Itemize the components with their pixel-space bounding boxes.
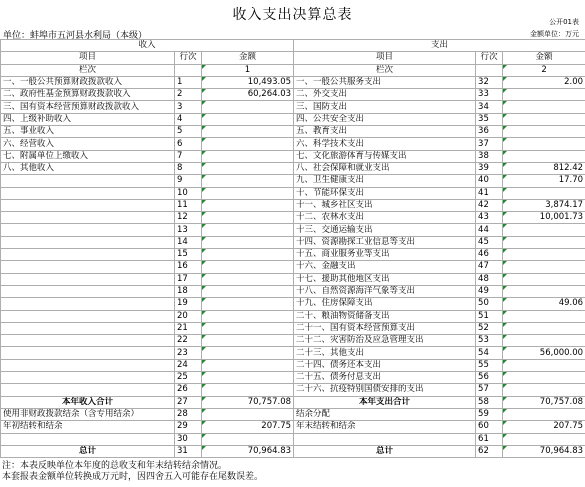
- income-amount-cell: [202, 249, 294, 261]
- income-amount-cell: [202, 126, 294, 138]
- expense-item-cell: 五、教育支出: [294, 126, 476, 138]
- expense-line-cell: 34: [476, 101, 503, 113]
- table-row: [1, 285, 585, 297]
- expense-line-cell: 44: [476, 224, 503, 236]
- expense-amount-header: 金额: [503, 52, 585, 64]
- expense-line-cell: 39: [476, 162, 503, 174]
- expense-line-cell: 56: [476, 372, 503, 384]
- table-row: [1, 396, 585, 408]
- income-amount-cell: [202, 273, 294, 285]
- income-item-cell: 四、上级补助收入: [1, 113, 175, 125]
- expense-item-cell: [294, 433, 476, 445]
- expense-amount-cell: [503, 408, 585, 420]
- table-row: [1, 187, 585, 199]
- expense-line-cell: 43: [476, 212, 503, 224]
- income-item-cell: [1, 384, 175, 396]
- table-row: [1, 347, 585, 359]
- expense-lanci-label: 栏次: [294, 64, 476, 76]
- income-amount-cell: 70,757.08: [202, 396, 294, 408]
- income-item-cell: [1, 212, 175, 224]
- expense-amount-cell: 207.75: [503, 421, 585, 433]
- table-row: [1, 199, 585, 211]
- expense-item-cell: 九、卫生健康支出: [294, 175, 476, 187]
- table-row: [1, 113, 585, 125]
- income-line-cell: 19: [175, 298, 202, 310]
- expense-line-cell: 32: [476, 76, 503, 88]
- expense-amount-cell: [503, 273, 585, 285]
- expense-amount-cell: [503, 236, 585, 248]
- income-amount-cell: [202, 384, 294, 396]
- income-line-cell: 7: [175, 150, 202, 162]
- expense-item-cell: 本年支出合计: [294, 396, 476, 408]
- expense-item-cell: 十五、商业服务业等支出: [294, 249, 476, 261]
- income-line-cell: 26: [175, 384, 202, 396]
- income-item-cell: [1, 261, 175, 273]
- expense-amount-cell: [503, 310, 585, 322]
- expense-item-cell: 二十四、债务还本支出: [294, 359, 476, 371]
- income-line-cell: 20: [175, 310, 202, 322]
- expense-section-header: 支出: [294, 40, 585, 52]
- expense-amount-cell: [503, 150, 585, 162]
- income-line-cell: 1: [175, 76, 202, 88]
- expense-amount-cell: 56,000.00: [503, 347, 585, 359]
- income-item-cell: 本年收入合计: [1, 396, 175, 408]
- income-line-cell: 10: [175, 187, 202, 199]
- footnote-2: 本套报表金额单位转换成万元时，因四舍五入可能存在尾数误差。: [2, 472, 264, 482]
- table-row: [1, 298, 585, 310]
- expense-item-cell: 十七、援助其他地区支出: [294, 273, 476, 285]
- income-amount-cell: [202, 261, 294, 273]
- income-line-cell: 5: [175, 126, 202, 138]
- table-row: [1, 273, 585, 285]
- income-amount-cell: [202, 187, 294, 199]
- income-item-cell: 二、政府性基金预算财政拨款收入: [1, 89, 175, 101]
- expense-line-cell: 49: [476, 285, 503, 297]
- income-item-cell: [1, 359, 175, 371]
- table-row: [1, 236, 585, 248]
- expense-amount-cell: [503, 322, 585, 334]
- income-line-cell: 2: [175, 89, 202, 101]
- income-item-cell: [1, 249, 175, 261]
- table-row: [1, 372, 585, 384]
- section-header-row: [1, 40, 585, 52]
- income-item-cell: 五、事业收入: [1, 126, 175, 138]
- expense-line-cell: 62: [476, 445, 503, 457]
- income-line-cell: 18: [175, 285, 202, 297]
- table-row: [1, 89, 585, 101]
- income-line-cell: 24: [175, 359, 202, 371]
- income-line-cell: 27: [175, 396, 202, 408]
- expense-line-cell: 61: [476, 433, 503, 445]
- expense-amount-cell: [503, 433, 585, 445]
- expense-amount-cell: [503, 126, 585, 138]
- income-amount-cell: [202, 322, 294, 334]
- income-expense-table: [0, 39, 585, 458]
- expense-line-cell: 50: [476, 298, 503, 310]
- expense-amount-cell: 10,001.73: [503, 212, 585, 224]
- column-header-row: [1, 52, 585, 64]
- income-item-cell: [1, 224, 175, 236]
- income-line-cell: 15: [175, 249, 202, 261]
- expense-amount-cell: 812.42: [503, 162, 585, 174]
- expense-amount-cell: 70,757.08: [503, 396, 585, 408]
- expense-line-cell: 37: [476, 138, 503, 150]
- table-row: [1, 162, 585, 174]
- income-amount-cell: [202, 372, 294, 384]
- income-line-cell: 12: [175, 212, 202, 224]
- expense-item-cell: 二十二、灾害防治及应急管理支出: [294, 335, 476, 347]
- income-amount-cell: [202, 162, 294, 174]
- income-item-header: 项目: [1, 52, 175, 64]
- income-line-cell: 13: [175, 224, 202, 236]
- income-item-cell: 三、国有资本经营预算财政拨款收入: [1, 101, 175, 113]
- expense-amount-cell: [503, 261, 585, 273]
- table-row: [1, 433, 585, 445]
- table-row: [1, 310, 585, 322]
- expense-line-cell: 53: [476, 335, 503, 347]
- income-amount-cell: [202, 285, 294, 297]
- expense-item-cell: 十一、城乡社区支出: [294, 199, 476, 211]
- income-item-cell: 使用非财政拨款结余（含专用结余）: [1, 408, 175, 420]
- table-row: [1, 445, 585, 457]
- income-line-cell: 25: [175, 372, 202, 384]
- expense-item-cell: 二十一、国有资本经营预算支出: [294, 322, 476, 334]
- table-row: [1, 212, 585, 224]
- expense-amount-cell: 70,964.83: [503, 445, 585, 457]
- income-amount-cell: [202, 224, 294, 236]
- form-code: 公开01表: [549, 18, 579, 26]
- income-line-cell: 8: [175, 162, 202, 174]
- income-lanci-label: 栏次: [1, 64, 175, 76]
- expense-item-cell: 二十五、债务付息支出: [294, 372, 476, 384]
- income-section-header: 收入: [1, 40, 294, 52]
- income-amount-cell: [202, 150, 294, 162]
- income-line-cell: 23: [175, 347, 202, 359]
- income-line-cell: 29: [175, 421, 202, 433]
- expense-item-cell: 一、一般公共服务支出: [294, 76, 476, 88]
- table-row: [1, 408, 585, 420]
- report-title: 收入支出决算总表: [232, 7, 353, 23]
- footnotes: [2, 461, 263, 483]
- expense-amount-cell: [503, 249, 585, 261]
- income-item-cell: [1, 199, 175, 211]
- income-item-cell: [1, 175, 175, 187]
- table-row: [1, 175, 585, 187]
- expense-amount-cell: [503, 285, 585, 297]
- table-row: [1, 150, 585, 162]
- expense-amount-cell: 3,874.17: [503, 199, 585, 211]
- expense-line-cell: 35: [476, 113, 503, 125]
- expense-item-cell: 十二、农林水支出: [294, 212, 476, 224]
- expense-amount-cell: [503, 384, 585, 396]
- income-line-cell: 4: [175, 113, 202, 125]
- expense-amount-cell: [503, 113, 585, 125]
- expense-line-cell: 40: [476, 175, 503, 187]
- income-line-header: 行次: [175, 52, 202, 64]
- expense-line-cell: 46: [476, 249, 503, 261]
- income-item-cell: 一、一般公共预算财政拨款收入: [1, 76, 175, 88]
- income-amount-cell: [202, 138, 294, 150]
- expense-line-cell: 45: [476, 236, 503, 248]
- income-amount-cell: [202, 212, 294, 224]
- expense-line-cell: 59: [476, 408, 503, 420]
- income-amount-cell: 207.75: [202, 421, 294, 433]
- expense-lanci-blank: [476, 64, 503, 76]
- footnote-1: 注：本表反映单位本年度的总收支和年末结转结余情况。: [2, 461, 228, 471]
- income-item-cell: [1, 236, 175, 248]
- income-item-cell: [1, 335, 175, 347]
- expense-col-number: 2: [503, 64, 585, 76]
- expense-item-cell: 二十、粮油物资储备支出: [294, 310, 476, 322]
- lanci-row: [1, 64, 585, 76]
- income-amount-cell: 10,493.05: [202, 76, 294, 88]
- income-line-cell: 6: [175, 138, 202, 150]
- income-line-cell: 17: [175, 273, 202, 285]
- income-amount-cell: [202, 113, 294, 125]
- expense-amount-cell: 49.06: [503, 298, 585, 310]
- income-amount-cell: [202, 433, 294, 445]
- income-line-cell: 30: [175, 433, 202, 445]
- income-line-cell: 28: [175, 408, 202, 420]
- income-lanci-blank: [175, 64, 202, 76]
- expense-amount-cell: [503, 335, 585, 347]
- expense-item-cell: 十四、资源勘探工业信息等支出: [294, 236, 476, 248]
- income-amount-cell: 70,964.83: [202, 445, 294, 457]
- expense-item-cell: 二十六、抗疫特别国债安排的支出: [294, 384, 476, 396]
- income-amount-cell: [202, 199, 294, 211]
- income-amount-cell: 60,264.03: [202, 89, 294, 101]
- income-item-cell: [1, 285, 175, 297]
- table-row: [1, 101, 585, 113]
- income-line-cell: 31: [175, 445, 202, 457]
- income-line-cell: 3: [175, 101, 202, 113]
- expense-item-cell: 年末结转和结余: [294, 421, 476, 433]
- expense-amount-cell: [503, 89, 585, 101]
- income-item-cell: [1, 298, 175, 310]
- expense-line-cell: 57: [476, 384, 503, 396]
- expense-item-cell: 八、社会保障和就业支出: [294, 162, 476, 174]
- income-line-cell: 14: [175, 236, 202, 248]
- income-line-cell: 16: [175, 261, 202, 273]
- expense-line-cell: 42: [476, 199, 503, 211]
- table-row: [1, 126, 585, 138]
- income-item-cell: [1, 372, 175, 384]
- income-item-cell: 七、附属单位上缴收入: [1, 150, 175, 162]
- expense-item-header: 项目: [294, 52, 476, 64]
- expense-amount-cell: [503, 224, 585, 236]
- expense-line-cell: 41: [476, 187, 503, 199]
- expense-amount-cell: [503, 187, 585, 199]
- expense-line-header: 行次: [476, 52, 503, 64]
- expense-line-cell: 60: [476, 421, 503, 433]
- table-row: [1, 359, 585, 371]
- expense-item-cell: 十九、住房保障支出: [294, 298, 476, 310]
- expense-amount-cell: [503, 138, 585, 150]
- expense-item-cell: 七、文化旅游体育与传媒支出: [294, 150, 476, 162]
- income-item-cell: [1, 322, 175, 334]
- expense-amount-cell: [503, 372, 585, 384]
- table-row: [1, 249, 585, 261]
- currency-unit: 金额单位：万元: [530, 30, 579, 38]
- income-amount-cell: [202, 408, 294, 420]
- income-item-cell: [1, 187, 175, 199]
- income-amount-cell: [202, 347, 294, 359]
- expense-item-cell: 总计: [294, 445, 476, 457]
- expense-amount-cell: [503, 101, 585, 113]
- expense-line-cell: 51: [476, 310, 503, 322]
- expense-item-cell: 三、国防支出: [294, 101, 476, 113]
- expense-line-cell: 38: [476, 150, 503, 162]
- income-amount-cell: [202, 101, 294, 113]
- expense-item-cell: 四、公共安全支出: [294, 113, 476, 125]
- expense-item-cell: 十三、交通运输支出: [294, 224, 476, 236]
- expense-amount-cell: [503, 359, 585, 371]
- expense-item-cell: 二、外交支出: [294, 89, 476, 101]
- expense-item-cell: 六、科学技术支出: [294, 138, 476, 150]
- income-amount-cell: [202, 298, 294, 310]
- expense-amount-cell: 2.00: [503, 76, 585, 88]
- table-row: [1, 384, 585, 396]
- expense-line-cell: 47: [476, 261, 503, 273]
- table-row: [1, 138, 585, 150]
- income-item-cell: [1, 347, 175, 359]
- table-row: [1, 322, 585, 334]
- income-amount-header: 金额: [202, 52, 294, 64]
- income-amount-cell: [202, 359, 294, 371]
- income-line-cell: 11: [175, 199, 202, 211]
- income-item-cell: 八、其他收入: [1, 162, 175, 174]
- reporting-unit: 单位：蚌埠市五河县水利局（本级）: [3, 31, 148, 41]
- expense-item-cell: 十、节能环保支出: [294, 187, 476, 199]
- income-line-cell: 9: [175, 175, 202, 187]
- table-row: [1, 224, 585, 236]
- expense-item-cell: 十六、金融支出: [294, 261, 476, 273]
- table-row: [1, 76, 585, 88]
- income-amount-cell: [202, 310, 294, 322]
- income-amount-cell: [202, 175, 294, 187]
- income-line-cell: 22: [175, 335, 202, 347]
- table-row: [1, 421, 585, 433]
- expense-item-cell: 二十三、其他支出: [294, 347, 476, 359]
- expense-line-cell: 33: [476, 89, 503, 101]
- expense-line-cell: 48: [476, 273, 503, 285]
- income-item-cell: 年初结转和结余: [1, 421, 175, 433]
- income-item-cell: 六、经营收入: [1, 138, 175, 150]
- expense-line-cell: 58: [476, 396, 503, 408]
- income-item-cell: [1, 273, 175, 285]
- expense-amount-cell: 17.70: [503, 175, 585, 187]
- expense-item-cell: 结余分配: [294, 408, 476, 420]
- expense-line-cell: 54: [476, 347, 503, 359]
- expense-line-cell: 52: [476, 322, 503, 334]
- income-item-cell: [1, 433, 175, 445]
- income-col-number: 1: [202, 64, 294, 76]
- expense-item-cell: 十八、自然资源海洋气象等支出: [294, 285, 476, 297]
- income-item-cell: 总计: [1, 445, 175, 457]
- income-item-cell: [1, 310, 175, 322]
- expense-line-cell: 36: [476, 126, 503, 138]
- income-amount-cell: [202, 236, 294, 248]
- table-row: [1, 261, 585, 273]
- income-amount-cell: [202, 335, 294, 347]
- income-line-cell: 21: [175, 322, 202, 334]
- table-row: [1, 335, 585, 347]
- expense-line-cell: 55: [476, 359, 503, 371]
